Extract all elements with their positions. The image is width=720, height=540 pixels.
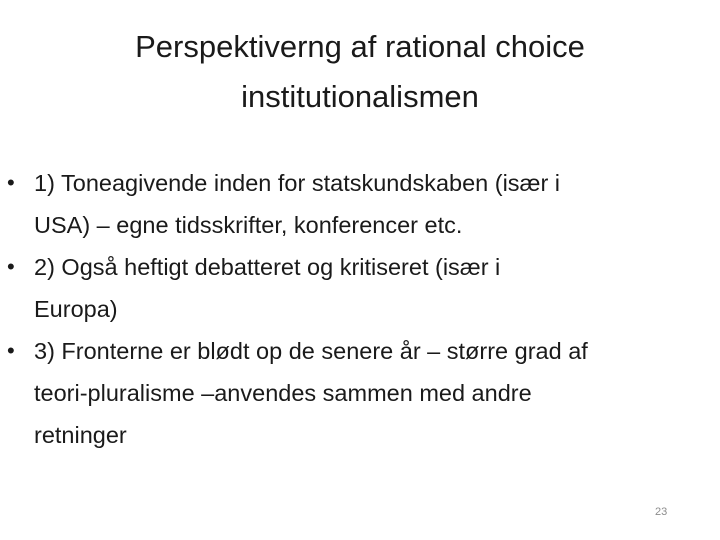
bullet-item xyxy=(0,330,720,456)
bullet-text-line: USA) – egne tidsskrifter, konferencer etc. xyxy=(34,212,463,238)
bullet-text-line: 2) Også heftigt debatteret og kritiseret (især i xyxy=(34,254,501,280)
bullet-text-line: Europa) xyxy=(34,296,118,322)
bullet-dot-icon: • xyxy=(7,254,15,279)
bullet-text-line: 3) Fronterne er blødt op de senere år – større grad af xyxy=(34,338,588,364)
bullet-text-line: retninger xyxy=(34,422,127,448)
bullet-item xyxy=(0,246,720,330)
slide-title-line: Perspektiverng af rational choice xyxy=(135,29,585,64)
bullet-dot-icon: • xyxy=(7,170,15,195)
slide-title xyxy=(40,22,680,122)
bullet-list xyxy=(0,162,720,456)
page-number: 23 xyxy=(655,506,668,518)
slide-title-line: institutionalismen xyxy=(241,79,479,114)
bullet-dot-icon: • xyxy=(7,338,15,363)
bullet-text-line: 1) Toneagivende inden for statskundskaben (især i xyxy=(34,170,561,196)
bullet-item xyxy=(0,162,720,246)
bullet-text-line: teori-pluralisme –anvendes sammen med andre xyxy=(34,380,532,406)
